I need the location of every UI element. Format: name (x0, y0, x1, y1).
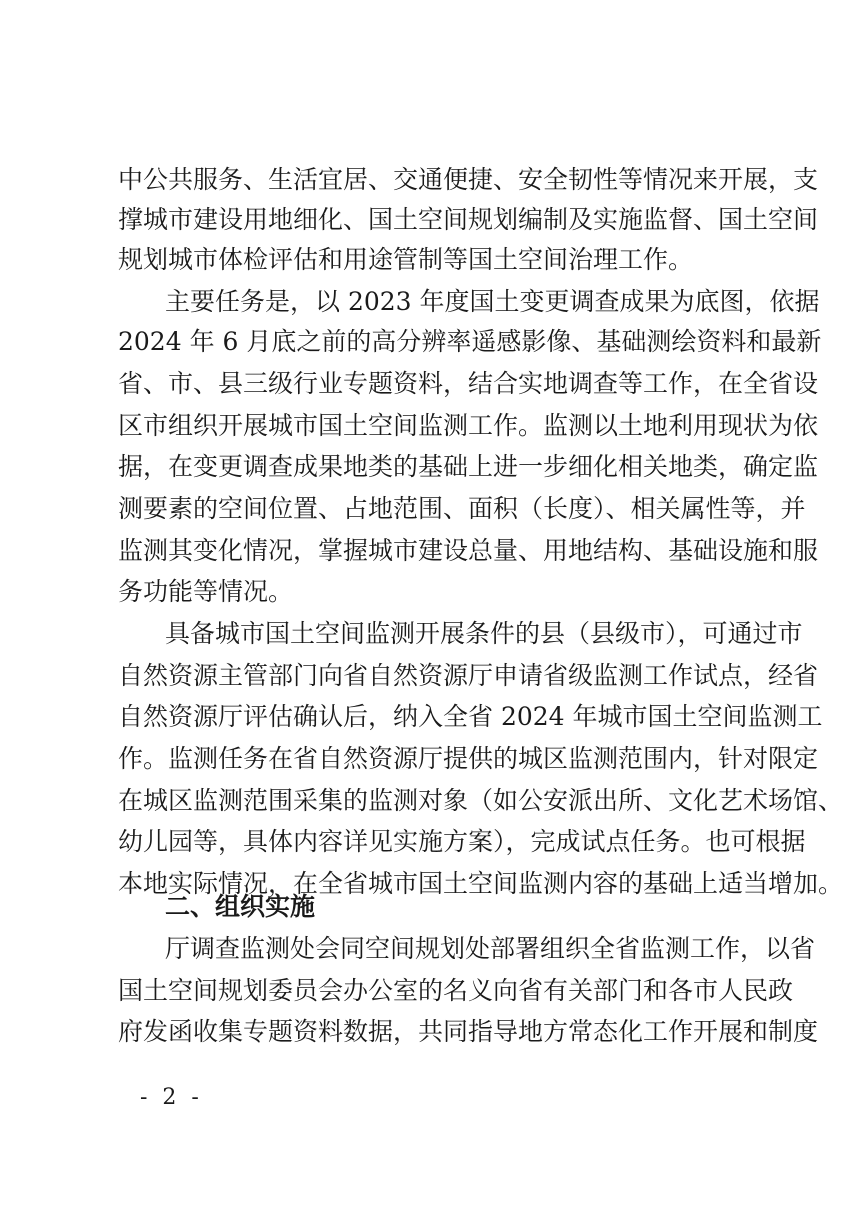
paragraph-3-line-2: 自然资源主管部门向省自然资源厅申请省级监测工作试点，经省 (118, 661, 819, 690)
paragraph-3-line-4: 作。监测任务在省自然资源厅提供的城区监测范围内，针对限定 (118, 744, 819, 773)
paragraph-3-line-7: 本地实际情况，在全省城市国土空间监测内容的基础上适当增加。 (118, 869, 844, 898)
paragraph-2-line-8: 务功能等情况。 (118, 577, 294, 606)
paragraph-2-line-3: 省、市、县三级行业专题资料，结合实地调查等工作，在全省设 (118, 369, 819, 398)
paragraph-4-line-1: 厅调查监测处会同空间规划处部署组织全省监测工作，以省 (165, 934, 816, 963)
paragraph-4-line-2: 国土空间规划委员会办公室的名义向省有关部门和各市人民政 (118, 976, 794, 1005)
paragraph-2-line-6: 测要素的空间位置、占地范围、面积（长度）、相关属性等，并 (118, 494, 806, 523)
paragraph-2-line-1: 主要任务是，以 2023 年度国土变更调查成果为底图，依据 (165, 287, 820, 316)
paragraph-1-line-1: 中公共服务、生活宜居、交通便捷、安全韧性等情况来开展，支 (118, 165, 819, 194)
paragraph-4-line-3: 府发函收集专题资料数据，共同指导地方常态化工作开展和制度 (118, 1017, 819, 1046)
paragraph-3-line-6: 幼儿园等，具体内容详见实施方案），完成试点任务。也可根据 (118, 827, 806, 856)
paragraph-2-line-2: 2024 年 6 月底之前的高分辨率遥感影像、基础测绘资料和最新 (118, 327, 822, 356)
paragraph-3-line-1: 具备城市国土空间监测开展条件的县（县级市），可通过市 (165, 619, 803, 648)
page-number: - 2 - (140, 1085, 203, 1110)
paragraph-2-line-5: 据，在变更调查成果地类的基础上进一步细化相关地类，确定监 (118, 452, 819, 481)
section-heading: 二、组织实施 (165, 892, 316, 921)
paragraph-2-line-4: 区市组织开展城市国土空间监测工作。监测以土地利用现状为依 (118, 411, 819, 440)
paragraph-1-line-2: 撑城市建设用地细化、国土空间规划编制及实施监督、国土空间 (118, 205, 819, 234)
paragraph-1-line-3: 规划城市体检评估和用途管制等国土空间治理工作。 (118, 245, 694, 274)
paragraph-2-line-7: 监测其变化情况，掌握城市建设总量、用地结构、基础设施和服 (118, 536, 819, 565)
paragraph-3-line-3: 自然资源厅评估确认后，纳入全省 2024 年城市国土空间监测工 (118, 702, 823, 731)
paragraph-3-line-5: 在城区监测范围采集的监测对象（如公安派出所、文化艺术场馆、 (118, 786, 844, 815)
